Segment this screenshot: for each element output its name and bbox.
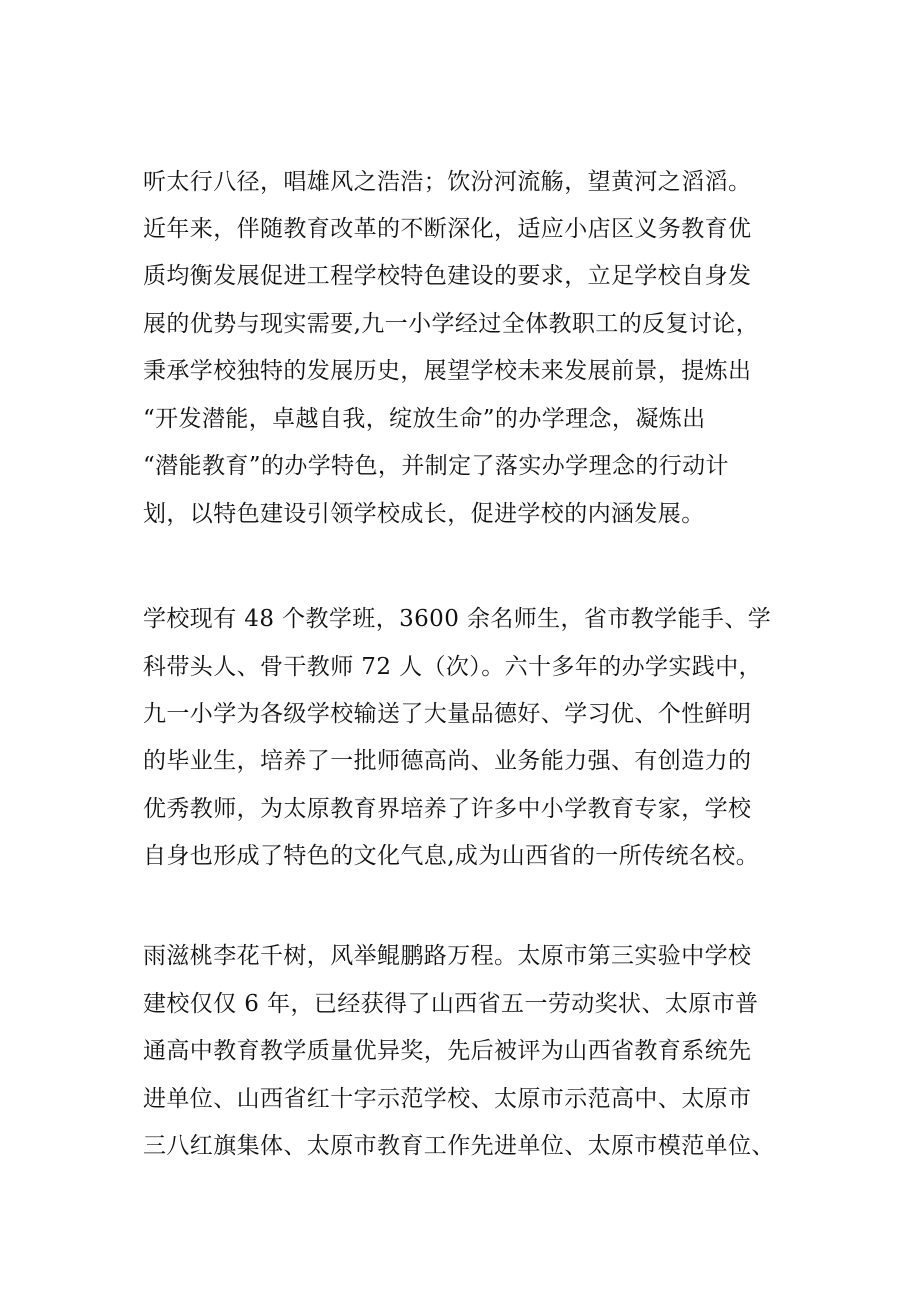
paragraph-2-line-3: 九一小学为各级学校输送了大量品德好、学习优、个性鲜明 — [143, 701, 752, 727]
paragraph-3-line-1: 雨滋桃李花千树，风举鲲鹏路万程。太原市第三实验中学校 — [143, 943, 752, 969]
paragraph-3-line-4: 进单位、山西省红十字示范学校、太原市示范高中、太原市 — [143, 1086, 752, 1112]
paragraph-3-line-3: 通高中教育教学质量优异奖，先后被评为山西省教育系统先 — [143, 1038, 752, 1064]
paragraph-1-line-5: 秉承学校独特的发展历史，展望学校未来发展前景，提炼出 — [143, 358, 752, 384]
paragraph-2-line-5: 优秀教师，为太原教育界培养了许多中小学教育专家，学校 — [143, 796, 752, 822]
paragraph-1-line-8: 划，以特色建设引领学校成长，促进学校的内涵发展。 — [143, 501, 705, 527]
paragraph-3-line-5: 三八红旗集体、太原市教育工作先进单位、太原市模范单位、 — [143, 1133, 775, 1159]
paragraph-1-line-2: 近年来，伴随教育改革的不断深化，适应小店区义务教育优 — [143, 216, 752, 242]
paragraph-1-line-6: “开发潜能，卓越自我，绽放生命”的办学理念，凝炼出 — [143, 406, 706, 432]
paragraph-2-line-2: 科带头人、骨干教师 72 人（次）。六十多年的办学实践中， — [143, 654, 762, 680]
paragraph-1-line-7: “潜能教育”的办学特色，并制定了落实办学理念的行动计 — [143, 453, 729, 479]
paragraph-2-line-1: 学校现有 48 个教学班，3600 余名师生，省市教学能手、学 — [143, 606, 772, 632]
paragraph-1-line-4: 展的优势与现实需要,九一小学经过全体教职工的反复讨论， — [143, 311, 760, 337]
paragraph-2-line-4: 的毕业生，培养了一批师德高尚、业务能力强、有创造力的 — [143, 748, 752, 774]
paragraph-3-line-2: 建校仅仅 6 年，已经获得了山西省五一劳动奖状、太原市普 — [143, 991, 759, 1017]
paragraph-1-line-3: 质均衡发展促进工程学校特色建设的要求，立足学校自身发 — [143, 263, 752, 289]
paragraph-2-line-6: 自身也形成了特色的文化气息,成为山西省的一所传统名校。 — [143, 843, 760, 869]
paragraph-1-line-1: 听太行八径，唱雄风之浩浩；饮汾河流觞，望黄河之滔滔。 — [143, 169, 752, 195]
